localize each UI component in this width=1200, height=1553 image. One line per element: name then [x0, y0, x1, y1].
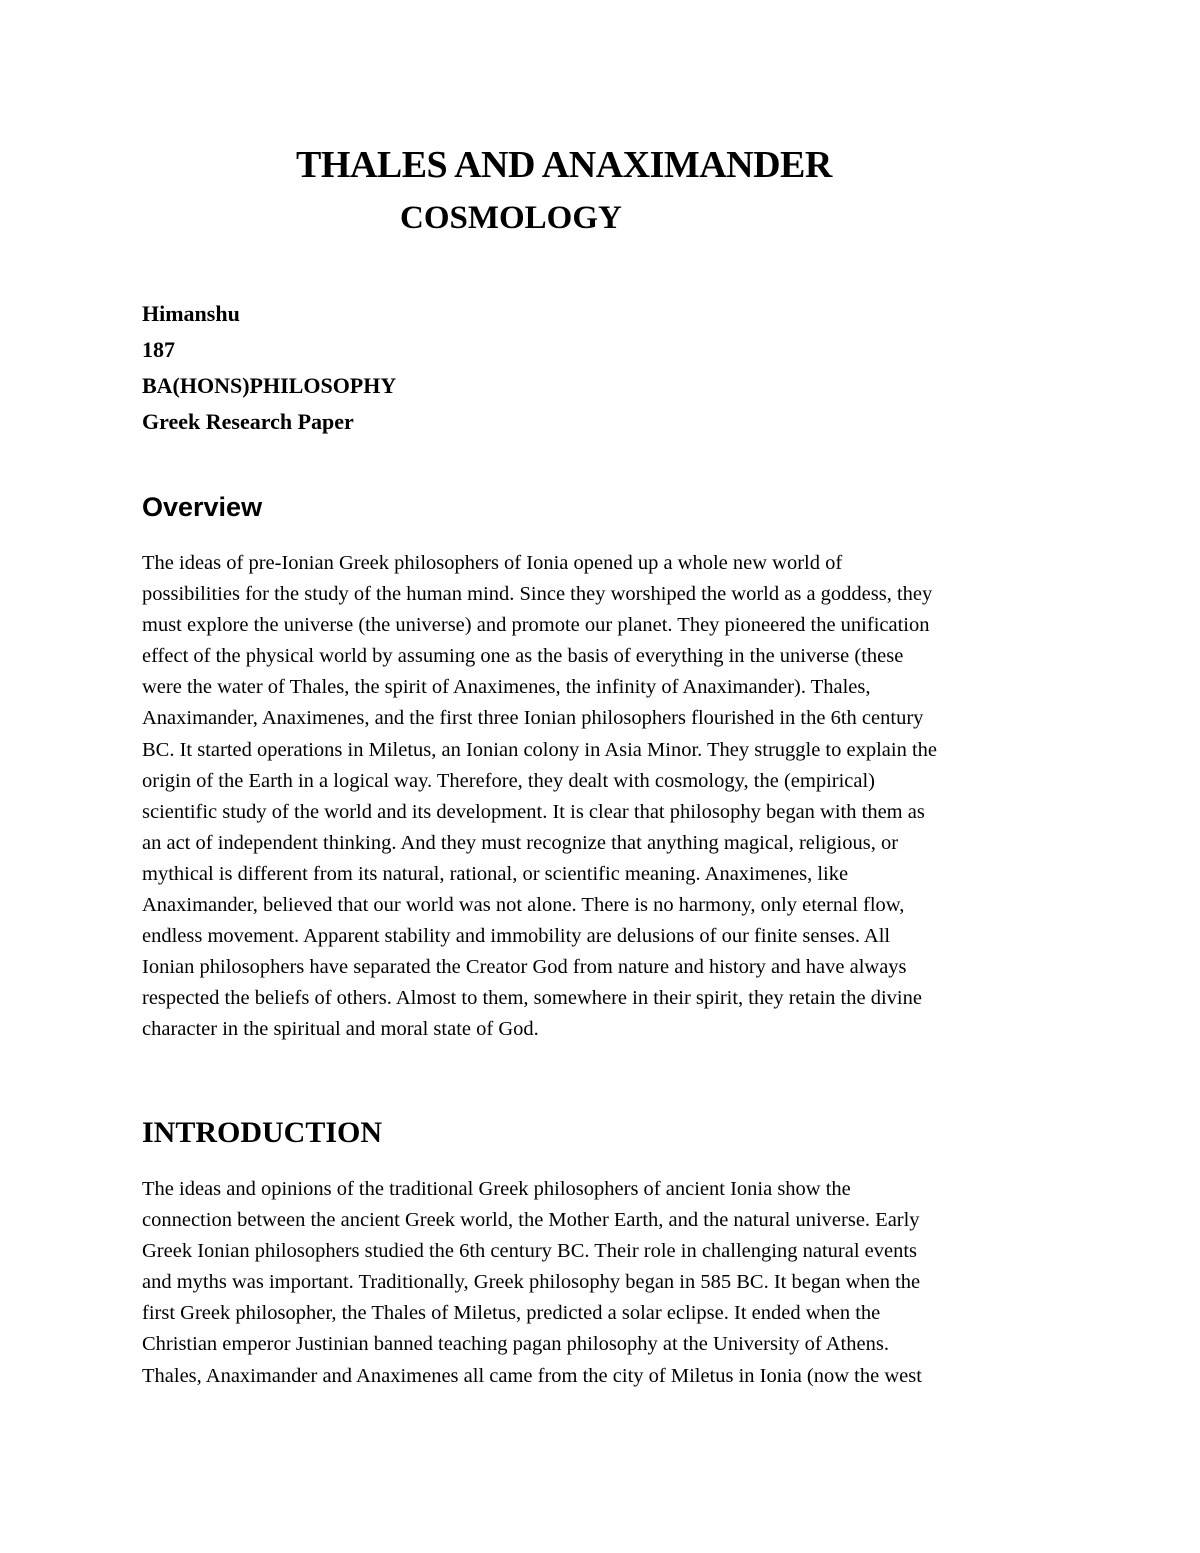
- paper-type: Greek Research Paper: [142, 409, 354, 434]
- document-subtitle: COSMOLOGY: [400, 200, 622, 236]
- roll-number: 187: [142, 337, 175, 362]
- paragraph-line: and myths was important. Traditionally, Greek philosophy began in 585 BC. It began when the: [142, 1271, 921, 1294]
- introduction-heading: INTRODUCTION: [142, 1116, 383, 1149]
- paragraph-line: must explore the universe (the universe) and promote our planet. They pioneered the unification: [142, 614, 930, 637]
- paragraph-line: connection between the ancient Greek world, the Mother Earth, and the natural universe. Early: [142, 1209, 920, 1232]
- document-title: THALES AND ANAXIMANDER: [296, 144, 832, 186]
- paragraph-line: BC. It started operations in Miletus, an Ionian colony in Asia Minor. They struggle to explain the: [142, 738, 938, 761]
- overview-heading: Overview: [142, 492, 263, 522]
- author-block: [142, 296, 842, 440]
- paragraph-line: Greek Ionian philosophers studied the 6th century BC. Their role in challenging natural events: [142, 1240, 918, 1263]
- paragraph-line: scientific study of the world and its development. It is clear that philosophy began with them as: [142, 800, 925, 823]
- paragraph-line: effect of the physical world by assuming one as the basis of everything in the universe (these: [142, 645, 904, 668]
- course-name: BA(HONS)PHILOSOPHY: [142, 373, 397, 398]
- paragraph-line: endless movement. Apparent stability and immobility are delusions of our finite senses. All: [142, 925, 891, 948]
- paragraph-line: an act of independent thinking. And they must recognize that anything magical, religious, or: [142, 831, 899, 854]
- paragraph-line: Anaximander, believed that our world was not alone. There is no harmony, only eternal flow,: [142, 894, 905, 917]
- paragraph-line: origin of the Earth in a logical way. Therefore, they dealt with cosmology, the (empirical): [142, 769, 876, 792]
- paragraph-line: character in the spiritual and moral state of God.: [142, 1018, 539, 1041]
- paragraph-line: Christian emperor Justinian banned teaching pagan philosophy at the University of Athens.: [142, 1333, 889, 1356]
- paragraph-line: The ideas of pre-Ionian Greek philosophers of Ionia opened up a whole new world of: [142, 552, 843, 574]
- paragraph-line: Ionian philosophers have separated the Creator God from nature and history and have always: [142, 956, 907, 979]
- author-name: Himanshu: [142, 301, 240, 326]
- paragraph-line: Anaximander, Anaximenes, and the first three Ionian philosophers flourished in the 6th century: [142, 707, 924, 730]
- paragraph-line: respected the beliefs of others. Almost to them, somewhere in their spirit, they retain the divine: [142, 987, 922, 1010]
- paragraph-line: The ideas and opinions of the traditional Greek philosophers of ancient Ionia show the: [142, 1178, 851, 1200]
- overview-paragraph: [142, 548, 1072, 1046]
- introduction-paragraph: [142, 1174, 1072, 1392]
- paragraph-line: Thales, Anaximander and Anaximenes all came from the city of Miletus in Ionia (now the west: [142, 1364, 922, 1387]
- paragraph-line: mythical is different from its natural, rational, or scientific meaning. Anaximenes, like: [142, 862, 849, 885]
- paragraph-line: possibilities for the study of the human mind. Since they worshiped the world as a goddess, they: [142, 583, 933, 606]
- paragraph-line: first Greek philosopher, the Thales of Miletus, predicted a solar eclipse. It ended when the: [142, 1302, 881, 1325]
- paragraph-line: were the water of Thales, the spirit of Anaximenes, the infinity of Anaximander). Thales,: [142, 676, 871, 699]
